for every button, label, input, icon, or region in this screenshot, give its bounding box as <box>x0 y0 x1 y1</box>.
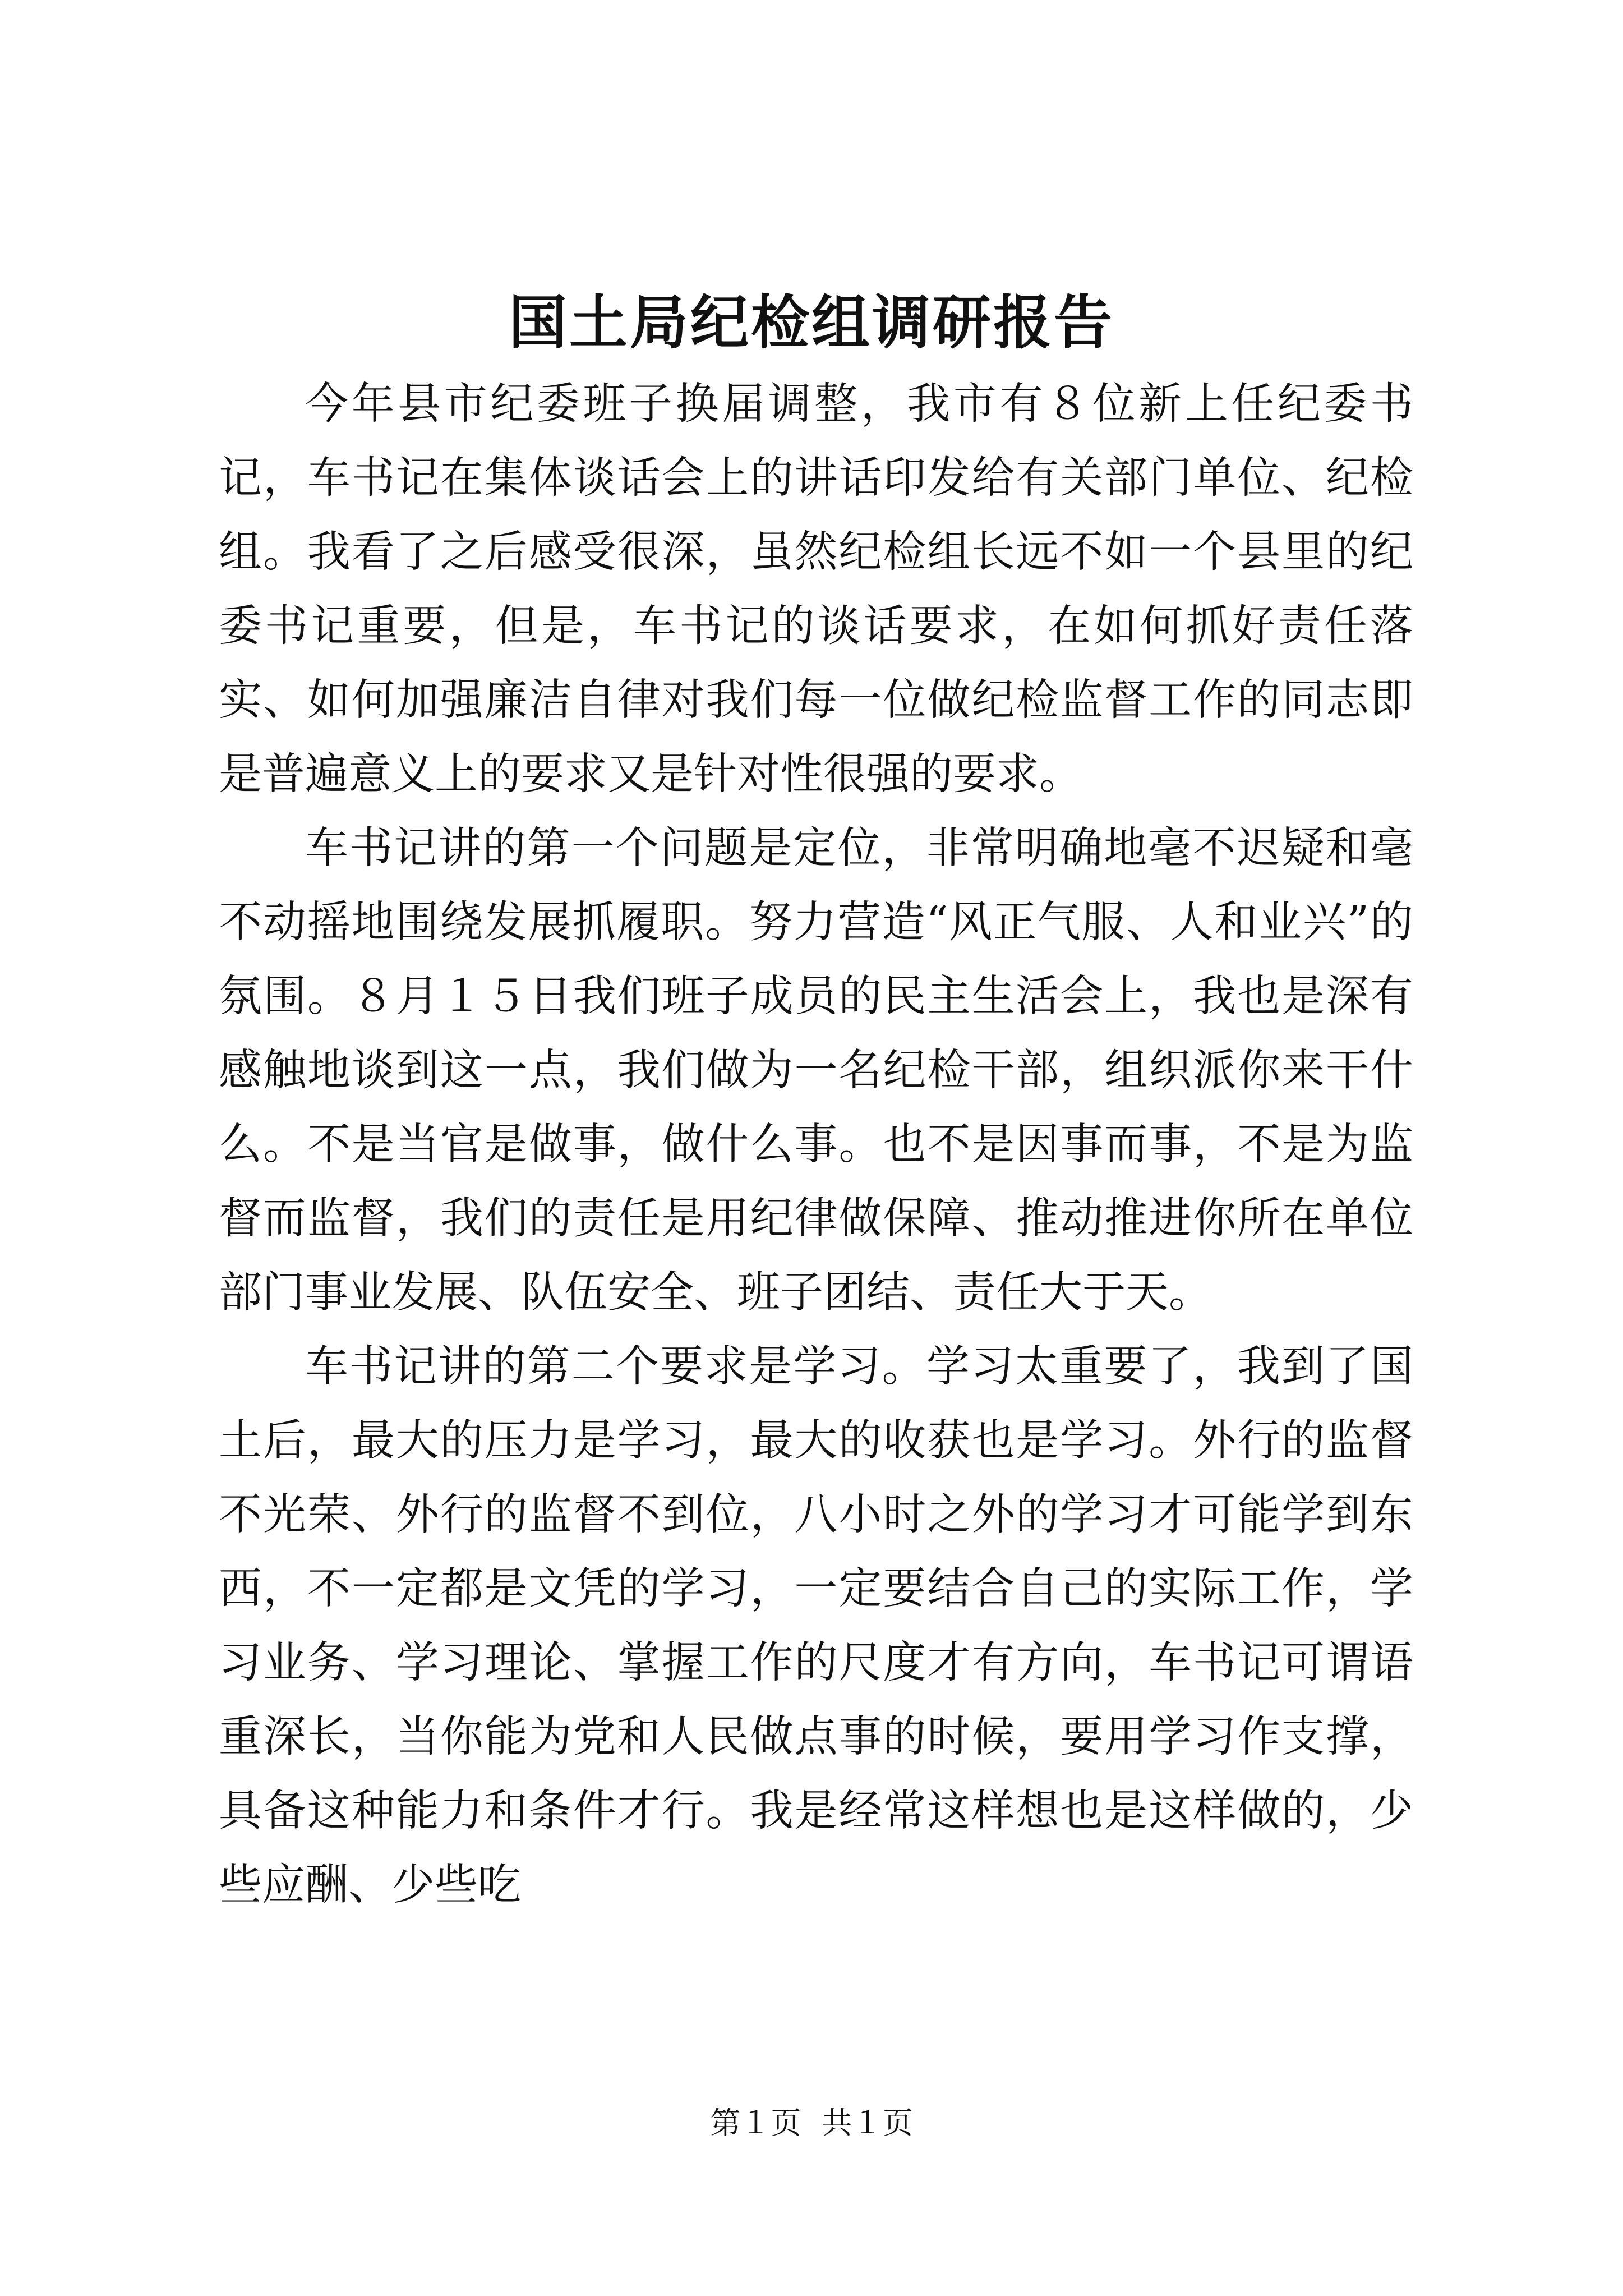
page-footer <box>0 2101 1623 2146</box>
page-number: 第１页 <box>710 2105 801 2141</box>
page-total: 共１页 <box>822 2105 913 2141</box>
paragraph-2: 车书记讲的第一个问题是定位，非常明确地毫不迟疑和毫不动摇地围绕发展抓履职。努力营造“风正气服、人和业兴”的氛围。８月１５日我们班子成员的民主生活会上，我也是深有感触地谈到这一点，我们做为一名纪检干部，组织派你来干什么。不是当官是做事，做什么事。也不是因事而事，不是为监督而监督，我们的责任是用纪律做保障、推动推进你所在单位部门事业发展、队伍安全、班子团结、责任大于天。 <box>219 823 1413 1318</box>
paragraph-3: 车书记讲的第二个要求是学习。学习太重要了，我到了国土后，最大的压力是学习，最大的收获也是学习。外行的监督不光荣、外行的监督不到位，八小时之外的学习才可能学到东西，不一定都是文凭的学习，一定要结合自己的实际工作，学习业务、学习理论、掌握工作的尺度才有方向，车书记可谓语重深长，当你能为党和人民做点事的时候，要用学习作支撑，具备这种能力和条件才行。我是经常这样想也是这样做的，少些应酬、少些吃 <box>219 1342 1413 1910</box>
document-body <box>219 367 1413 1922</box>
document-title: 国土局纪检组调研报告 <box>508 288 1114 357</box>
paragraph-1: 今年县市纪委班子换届调整，我市有８位新上任纪委书记，车书记在集体谈话会上的讲话印发给有关部门单位、纪检组。我看了之后感受很深，虽然纪检组长远不如一个县里的纪委书记重要，但是，车书记的谈话要求，在如何抓好责任落实、如何加强廉洁自律对我们每一位做纪检监督工作的同志即是普遍意义上的要求又是针对性很强的要求。 <box>219 379 1413 799</box>
